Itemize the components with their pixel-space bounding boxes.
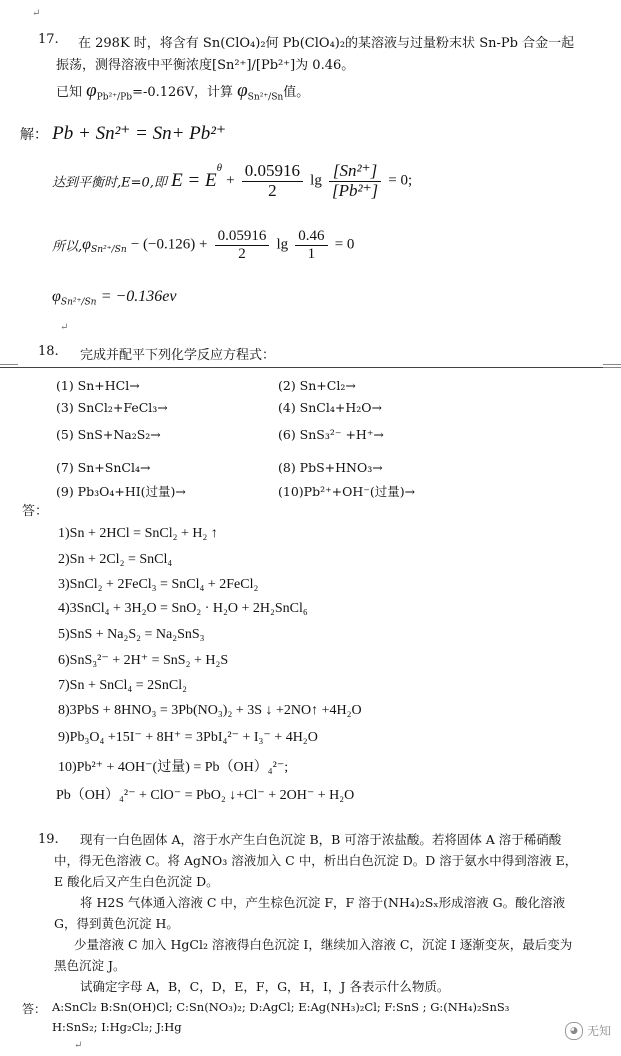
q18-item: (5) SnS+Na₂S₂→ bbox=[56, 427, 161, 442]
paragraph-mark: ↵ bbox=[32, 8, 41, 19]
plus: + bbox=[226, 172, 235, 189]
q18-answer-label: 答： bbox=[22, 504, 49, 519]
phi-subscript: Sn²⁺/Sn bbox=[60, 297, 97, 308]
fraction-den: 2 bbox=[238, 245, 246, 262]
q19-answer-label: 答： bbox=[22, 1002, 47, 1016]
eq1-prefix: 达到平衡时,E=0,即 bbox=[52, 175, 167, 191]
q17-given bbox=[56, 80, 309, 103]
q18-item: (4) SnCl₄+H₂O→ bbox=[278, 400, 382, 415]
phi-symbol: φ bbox=[52, 288, 61, 305]
fraction-den: 2 bbox=[268, 180, 277, 200]
q19-paragraph-1: 现有一白色固体 A，溶于水产生白色沉淀 B，B 可溶于浓盐酸。若将固体 A 溶于稀硝酸中，得无色溶液 C。将 AgNO₃ 溶液加入 C 中，析出白色沉淀 D。D 溶于氨水中得到溶液 E，E 酸化后又产生白色沉淀 D。 bbox=[54, 832, 578, 889]
q18-item: (3) SnCl₂+FeCl₃→ bbox=[56, 400, 168, 415]
fraction-num: 0.05916 bbox=[242, 162, 303, 182]
answer-value: = −0.136ev bbox=[100, 288, 177, 305]
q19-paragraph-4: 试确定字母 A，B，C，D，E，F，G，H，I，J 各表示什么物质。 bbox=[80, 979, 450, 994]
eq1-lhs: E = E bbox=[171, 170, 217, 192]
paragraph-mark: ↵ bbox=[74, 1040, 83, 1051]
q18-answer-equation: 1)Sn + 2HCl = SnCl₂ + H₂ ↑ bbox=[58, 526, 218, 541]
page-break-marker-right bbox=[603, 364, 621, 368]
fraction bbox=[215, 228, 270, 262]
q18-item: (9) Pb₃O₄+HI(过量)→ bbox=[56, 484, 186, 499]
solution-label: 解： bbox=[20, 127, 48, 143]
q18-item: (8) PbS+HNO₃→ bbox=[278, 460, 383, 475]
q18-item: (1) Sn+HCl→ bbox=[56, 378, 140, 393]
q18-item: (7) Sn+SnCl₄→ bbox=[56, 460, 151, 475]
q18-item: (6) SnS₃²⁻ +H⁺→ bbox=[278, 427, 384, 442]
q18-answer-equation: Pb（OH）₄²⁻ + ClO⁻ = PbO₂ ↓+Cl⁻ + 2OH⁻ + H₂O bbox=[56, 788, 355, 803]
eq2-prefix: 所以, bbox=[52, 239, 83, 255]
q19-answer-line2: H:SnS₂; I:Hg₂Cl₂; J:Hg bbox=[52, 1020, 182, 1034]
eq2-tail: = 0 bbox=[334, 236, 355, 253]
phi-symbol: φ bbox=[237, 80, 248, 101]
fraction bbox=[295, 228, 327, 262]
given-suffix: 值。 bbox=[283, 85, 310, 100]
q18-answer-equation: 4)3SnCl₄ + 3H₂O = SnO₂ · H₂O + 2H₂SnCl₆ bbox=[58, 601, 308, 616]
q17-line2: 振荡，测得溶液中平衡浓度[Sn²⁺]/[Pb²⁺]为 0.46。 bbox=[56, 58, 355, 73]
q19-number: 19. bbox=[38, 832, 59, 847]
q18-item: (2) Sn+Cl₂→ bbox=[278, 378, 356, 393]
eq1-tail: = 0; bbox=[388, 172, 413, 189]
fraction-num: 0.05916 bbox=[215, 228, 270, 246]
phi-subscript: Pb²⁺/Pb bbox=[96, 92, 133, 103]
q18-answer-equation: 7)Sn + SnCl₄ = 2SnCl₂ bbox=[58, 678, 188, 693]
phi-subscript: Sn²⁺/Sn bbox=[91, 245, 127, 256]
phi-symbol: φ bbox=[82, 236, 91, 253]
q17-substitution-eq bbox=[52, 228, 354, 262]
q18-answer-equation: 9)Pb₃O₄ +15I⁻ + 8H⁺ = 3PbI₄²⁻ + I₃⁻ + 4H₂O bbox=[58, 730, 318, 745]
given-prefix: 已知 bbox=[56, 85, 83, 100]
q18-answer-equation: 6)SnS₃²⁻ + 2H⁺ = SnS₂ + H₂S bbox=[58, 653, 229, 668]
q18-number: 18. bbox=[38, 344, 59, 359]
fraction-den: 1 bbox=[307, 245, 316, 262]
q18-prompt: 完成并配平下列化学反应方程式： bbox=[80, 348, 276, 363]
paragraph-mark: ↵ bbox=[60, 322, 69, 333]
eq2-mid: − (−0.126) + bbox=[130, 236, 208, 253]
q19-answer-line1: A:SnCl₂ B:Sn(OH)Cl; C:Sn(NO₃)₂; D:AgCl; E:Ag(NH₃)₂Cl; F:SnS ; G:(NH₄)₂SnS₃ bbox=[52, 1000, 510, 1014]
fraction-den: [Pb²⁺] bbox=[331, 180, 379, 200]
q17-answer bbox=[52, 288, 176, 308]
fraction-num: 0.46 bbox=[295, 228, 327, 246]
q17-line1: 在 298K 时，将含有 Sn(ClO₄)₂何 Pb(ClO₄)₂的某溶液与过量粉末状 Sn-Pb 合金一起 bbox=[78, 36, 575, 51]
q18-answer-equation: 10)Pb²⁺ + 4OH⁻(过量) = Pb（OH）₄²⁻; bbox=[58, 760, 289, 775]
lg: lg bbox=[276, 236, 289, 253]
q17-number: 17. bbox=[38, 32, 59, 47]
q17-equilibrium-eq bbox=[52, 162, 412, 200]
q19-paragraph-2: 将 H2S 气体通入溶液 C 中，产生棕色沉淀 F，F 溶于(NH₄)₂Sₓ形成溶液 G。酸化溶液 G，得到黄色沉淀 H。 bbox=[54, 895, 566, 931]
q18-answer-equation: 2)Sn + 2Cl₂ = SnCl₄ bbox=[58, 552, 173, 567]
q18-item: (10)Pb²⁺+OH⁻(过量)→ bbox=[278, 484, 416, 499]
phi-subscript: Sn²⁺/Sn bbox=[247, 92, 284, 103]
fraction bbox=[242, 162, 303, 200]
given-value: =-0.126V，计算 bbox=[132, 85, 233, 100]
q18-answer-equation: 5)SnS + Na₂S₂ = Na₂SnS₃ bbox=[58, 627, 205, 642]
q18-answer-equation: 8)3PbS + 8HNO₃ = 3Pb(NO₃)₂ + 3S ↓ +2NO↑ +4H₂O bbox=[58, 703, 362, 718]
reaction-equation: Pb + Sn²⁺ = Sn+ Pb²⁺ bbox=[52, 123, 227, 144]
q17-reaction bbox=[20, 122, 226, 145]
theta: θ bbox=[216, 162, 223, 174]
q18-answer-equation: 3)SnCl₂ + 2FeCl₃ = SnCl₄ + 2FeCl₂ bbox=[58, 577, 259, 592]
lg: lg bbox=[310, 172, 322, 189]
fraction bbox=[329, 162, 381, 200]
q19-paragraph-3: 少量溶液 C 加入 HgCl₂ 溶液得白色沉淀 I，继续加入溶液 C，沉淀 I 逐渐变灰，最后变为黑色沉淀 J。 bbox=[54, 937, 573, 973]
phi-symbol: φ bbox=[86, 80, 97, 101]
page-break-line bbox=[0, 367, 621, 368]
wechat-icon: ◕ bbox=[565, 1022, 583, 1040]
watermark bbox=[565, 1022, 611, 1041]
fraction-num: [Sn²⁺] bbox=[329, 162, 381, 182]
watermark-text: 无知 bbox=[586, 1023, 611, 1038]
